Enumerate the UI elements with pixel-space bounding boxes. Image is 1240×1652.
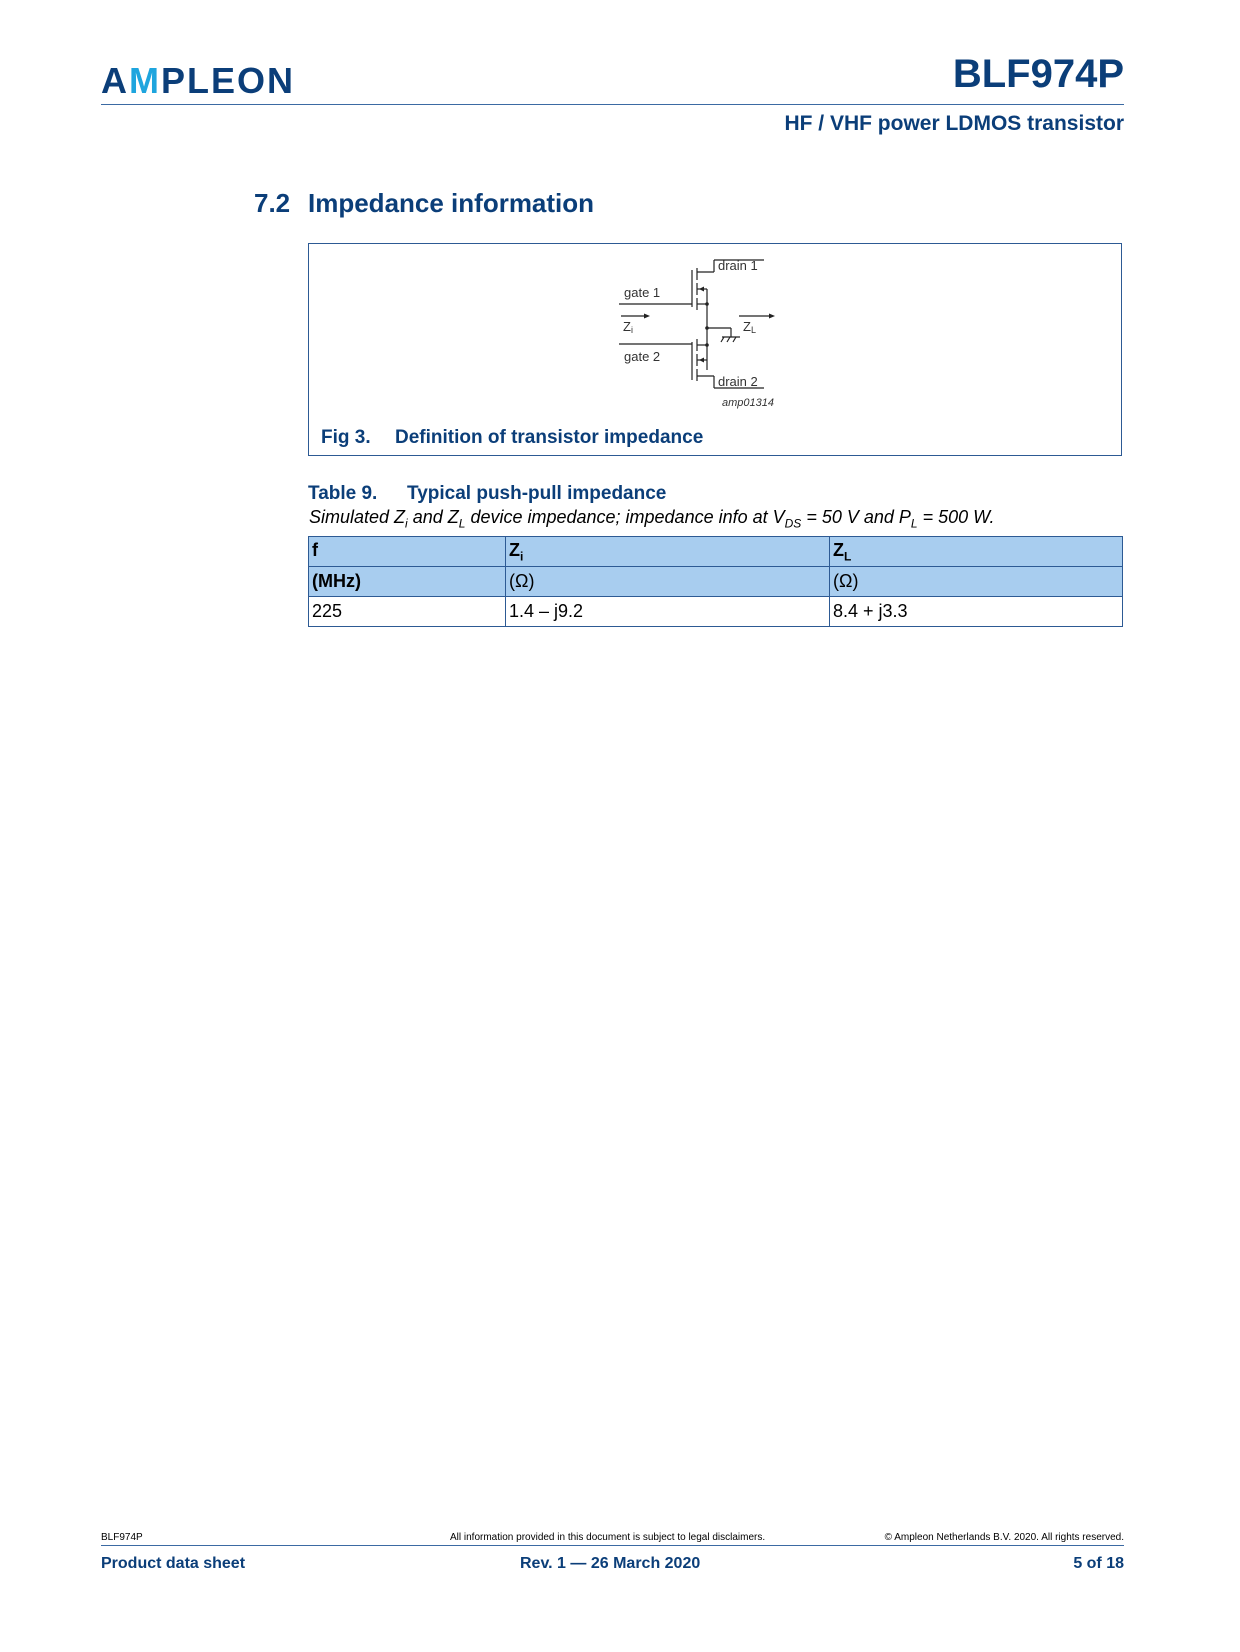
zi-label: Zi	[623, 319, 633, 335]
zl-label: ZL	[743, 319, 756, 335]
table-header-row	[309, 537, 1123, 567]
column-header-zl: $Z_L$	[830, 537, 1123, 567]
impedance-table	[308, 536, 1123, 627]
company-logo: AMPLEON	[101, 60, 296, 101]
footer-doc-code: BLF974P	[101, 1532, 143, 1543]
table-description: Simulated $Z_i$ and $Z_L$ device impedance; impedance info at $V_{DS} = 50$ V and $P_L = 500$ W.	[309, 507, 995, 531]
table-cell: 1.4 – j9.2	[506, 597, 830, 627]
transistor-impedance-diagram	[609, 250, 809, 420]
column-header-frequency: f	[309, 537, 506, 567]
unit-cell: (MHz)	[309, 567, 506, 597]
header-divider	[101, 104, 1124, 105]
drain1-label: drain 1	[718, 258, 758, 273]
footer-legal-notice: All information provided in this document is subject to legal disclaimers.	[450, 1532, 766, 1543]
footer-copyright: © Ampleon Netherlands B.V. 2020. All rights reserved.	[884, 1532, 1124, 1543]
footer-document-type: Product data sheet	[101, 1555, 246, 1572]
footer-divider	[101, 1545, 1124, 1546]
table-cell: 225	[309, 597, 506, 627]
table-label: Table 9.	[308, 483, 378, 504]
footer-page-number: 5 of 18	[1073, 1555, 1124, 1572]
table-units-row	[309, 567, 1123, 597]
unit-cell: (Ω)	[506, 567, 830, 597]
table-cell: 8.4 + j3.3	[830, 597, 1123, 627]
gate1-label: gate 1	[624, 285, 661, 300]
document-subtitle: HF / VHF power LDMOS transistor	[784, 112, 1124, 135]
figure-box	[308, 243, 1122, 456]
figure-caption: Definition of transistor impedance	[395, 427, 704, 448]
column-header-zi: $Z_i$	[506, 537, 830, 567]
figure-reference: amp01314	[722, 397, 774, 409]
section-title: Impedance information	[308, 188, 595, 218]
gate2-label: gate 2	[624, 349, 661, 364]
table-title: Typical push-pull impedance	[407, 483, 667, 504]
document-title: BLF974P	[952, 52, 1124, 96]
figure-label: Fig 3.	[321, 427, 371, 448]
drain2-label: drain 2	[718, 374, 758, 389]
table-row	[309, 597, 1123, 627]
section-number: 7.2	[254, 188, 291, 218]
footer-revision: Rev. 1 — 26 March 2020	[520, 1555, 701, 1572]
unit-cell: (Ω)	[830, 567, 1123, 597]
